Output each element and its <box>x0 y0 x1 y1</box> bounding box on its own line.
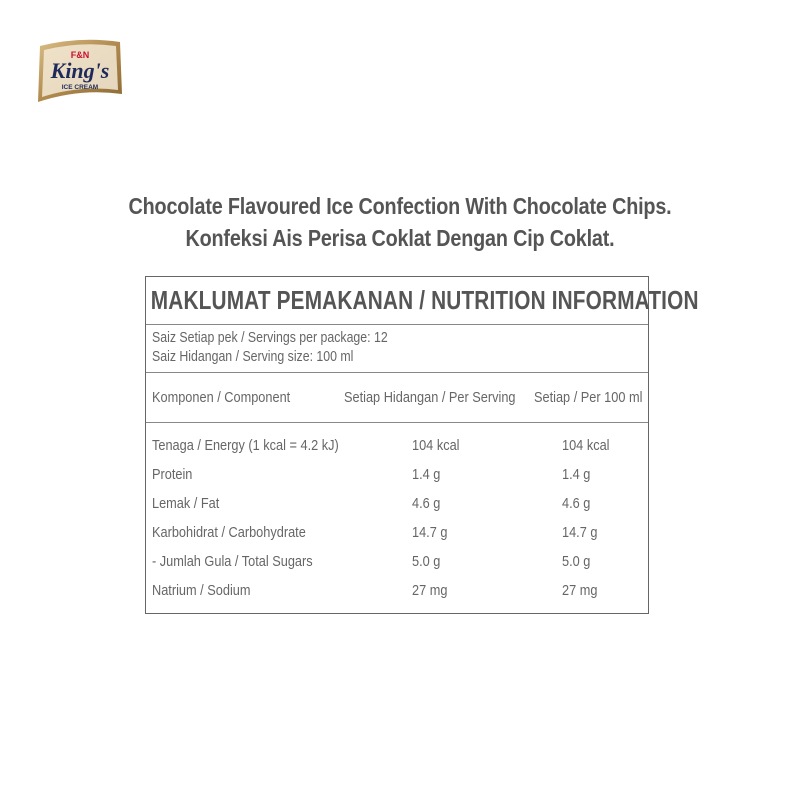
row-per-100ml: 4.6 g <box>562 495 591 512</box>
row-per-serving: 104 kcal <box>412 437 460 454</box>
row-component: Lemak / Fat <box>152 495 220 512</box>
logo-banner-icon <box>34 32 126 116</box>
row-component: Karbohidrat / Carbohydrate <box>152 524 306 541</box>
table-row <box>146 437 648 461</box>
row-component: Natrium / Sodium <box>152 582 251 599</box>
header-component: Komponen / Component <box>152 389 291 406</box>
row-per-100ml: 1.4 g <box>562 466 591 483</box>
row-per-100ml: 27 mg <box>562 582 598 599</box>
nutrition-panel <box>145 276 699 614</box>
row-per-100ml: 5.0 g <box>562 553 591 570</box>
svg-text:ICE CREAM: ICE CREAM <box>61 84 99 91</box>
table-row <box>146 553 648 577</box>
table-row <box>146 466 648 490</box>
header-per-100ml: Setiap / Per 100 ml <box>534 389 643 406</box>
row-per-serving: 1.4 g <box>412 466 441 483</box>
svg-text:F&N: F&N <box>70 50 90 60</box>
serving-info <box>146 325 648 373</box>
row-per-serving: 5.0 g <box>412 553 441 570</box>
svg-text:King's: King's <box>50 58 110 83</box>
serving-size: Saiz Hidangan / Serving size: 100 ml <box>152 349 354 365</box>
row-component: - Jumlah Gula / Total Sugars <box>152 553 313 570</box>
nutrition-table-header <box>146 373 648 423</box>
nutrition-table-body <box>146 423 648 613</box>
row-per-100ml: 14.7 g <box>562 524 598 541</box>
table-row <box>146 582 648 606</box>
row-component: Tenaga / Energy (1 kcal = 4.2 kJ) <box>152 437 339 454</box>
product-title-ms: Konfeksi Ais Perisa Coklat Dengan Cip Coklat. <box>185 225 615 251</box>
row-per-serving: 27 mg <box>412 582 448 599</box>
row-per-serving: 14.7 g <box>412 524 448 541</box>
table-row <box>146 495 648 519</box>
nutrition-title: MAKLUMAT PEMAKANAN / NUTRITION INFORMATION <box>150 285 699 315</box>
row-per-100ml: 104 kcal <box>562 437 610 454</box>
table-row <box>146 524 648 548</box>
product-description <box>0 190 800 254</box>
row-per-serving: 4.6 g <box>412 495 441 512</box>
row-component: Protein <box>152 466 193 483</box>
header-per-serving: Setiap Hidangan / Per Serving <box>344 389 516 406</box>
servings-per-package: Saiz Setiap pek / Servings per package: 12 <box>152 330 388 346</box>
kings-ice-cream-logo <box>34 32 126 116</box>
product-title-en: Chocolate Flavoured Ice Confection With Chocolate Chips. <box>128 193 672 219</box>
nutrition-panel-header <box>146 277 699 325</box>
